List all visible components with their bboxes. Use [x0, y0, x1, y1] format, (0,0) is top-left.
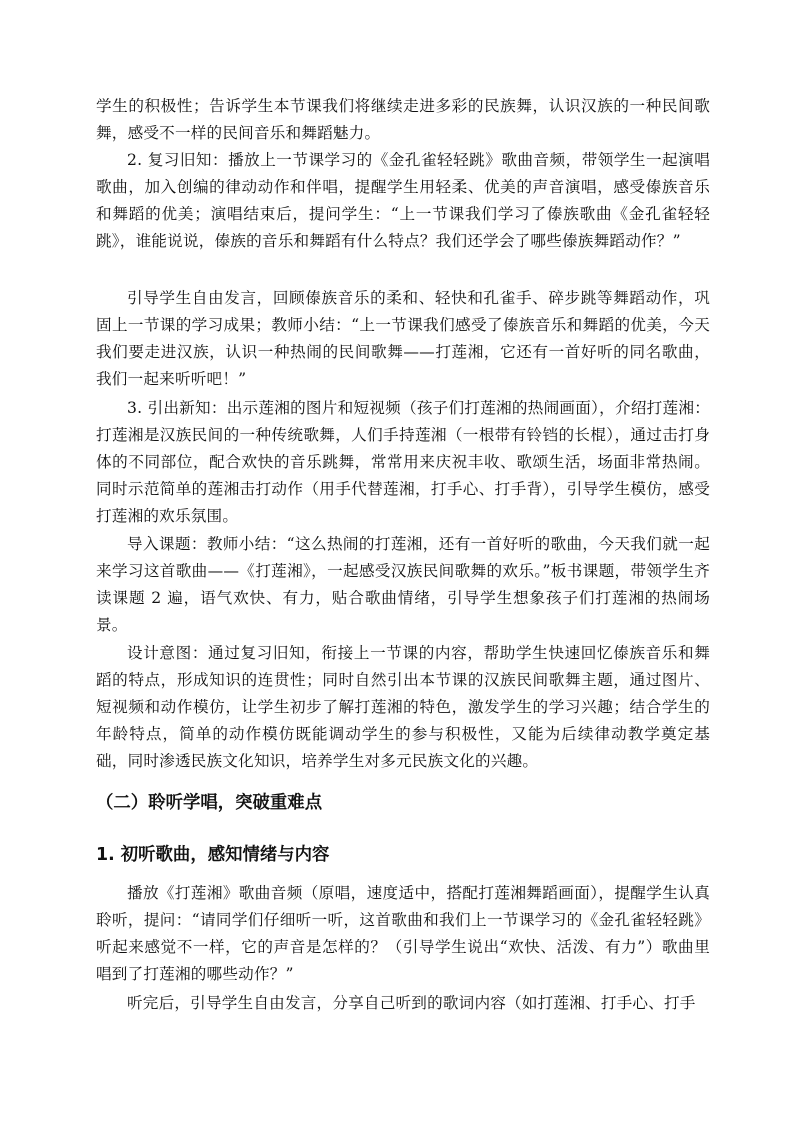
section-heading: （二）聆听学唱，突破重难点 [96, 793, 323, 813]
paragraph-introduce-new-knowledge: 3. 引出新知：出示莲湘的图片和短视频（孩子们打莲湘的热闹画面），介绍打莲湘：打莲湘是汉族民间的一种传统歌舞，人们手持莲湘（一根带有铃铛的长棍），通过击打身体的不同部位，配合欢快的音乐跳舞，常常用来庆祝丰收、歌颂生活，场面非常热闹。同时示范简单的莲湘击打动作（用手代替莲湘，打手心、打手背），引导学生模仿，感受打莲湘的欢乐氛围。 [96, 399, 710, 525]
paragraph-first-listening: 播放《打莲湘》歌曲音频（原唱，速度适中，搭配打莲湘舞蹈画面），提醒学生认真聆听，提问：“请同学们仔细听一听，这首歌曲和我们上一节课学习的《金孔雀轻轻跳》听起来感觉不一样，它的声音是怎样的？（引导学生说出“欢快、活泼、有力”）歌曲里唱到了打莲湘的哪些动作？” [96, 884, 710, 983]
subsection-heading: 1. 初听歌曲，感知情绪与内容 [96, 845, 330, 865]
paragraph-review-old-knowledge: 2. 复习旧知：播放上一节课学习的《金孔雀轻轻跳》歌曲音频，带领学生一起演唱歌曲，加入创编的律动动作和伴唱，提醒学生用轻柔、优美的声音演唱，感受傣族音乐和舞蹈的优美；演唱结束后，提问学生：“上一节课我们学习了傣族歌曲《金孔雀轻轻跳》，谁能说说，傣族的音乐和舞蹈有什么特点？我们还学会了哪些傣族舞蹈动作？” [96, 151, 710, 250]
paragraph-intro-continuation: 学生的积极性；告诉学生本节课我们将继续走进多彩的民族舞，认识汉族的一种民间歌舞，感受不一样的民间音乐和舞蹈魅力。 [96, 97, 710, 142]
paragraph-lesson-topic: 导入课题：教师小结：“这么热闹的打莲湘，还有一首好听的歌曲，今天我们就一起来学习这首歌曲——《打莲湘》，一起感受汉族民间歌舞的欢乐。”板书课题，带领学生齐读课题 2 遍，语气欢快、有力，贴合歌曲情绪，引导学生想象孩子们打莲湘的热闹场景。 [96, 535, 710, 634]
paragraph-guide-discussion: 引导学生自由发言，回顾傣族音乐的柔和、轻快和孔雀手、碎步跳等舞蹈动作，巩固上一节课的学习成果；教师小结：“上一节课我们感受了傣族音乐和舞蹈的优美，今天我们要走进汉族，认识一种热闹的民间歌舞——打莲湘，它还有一首好听的同名歌曲，我们一起来听听吧！” [96, 289, 710, 388]
paragraph-design-intent: 设计意图：通过复习旧知，衔接上一节课的内容，帮助学生快速回忆傣族音乐和舞蹈的特点，形成知识的连贯性；同时自然引出本节课的汉族民间歌舞主题，通过图片、短视频和动作模仿，让学生初步了解打莲湘的特色，激发学生的学习兴趣；结合学生的年龄特点，简单的动作模仿既能调动学生的参与积极性，又能为后续律动教学奠定基础，同时渗透民族文化知识，培养学生对多元民族文化的兴趣。 [96, 644, 710, 770]
paragraph-after-listening: 听完后，引导学生自由发言，分享自己听到的歌词内容（如打莲湘、打手心、打手 [127, 994, 696, 1012]
